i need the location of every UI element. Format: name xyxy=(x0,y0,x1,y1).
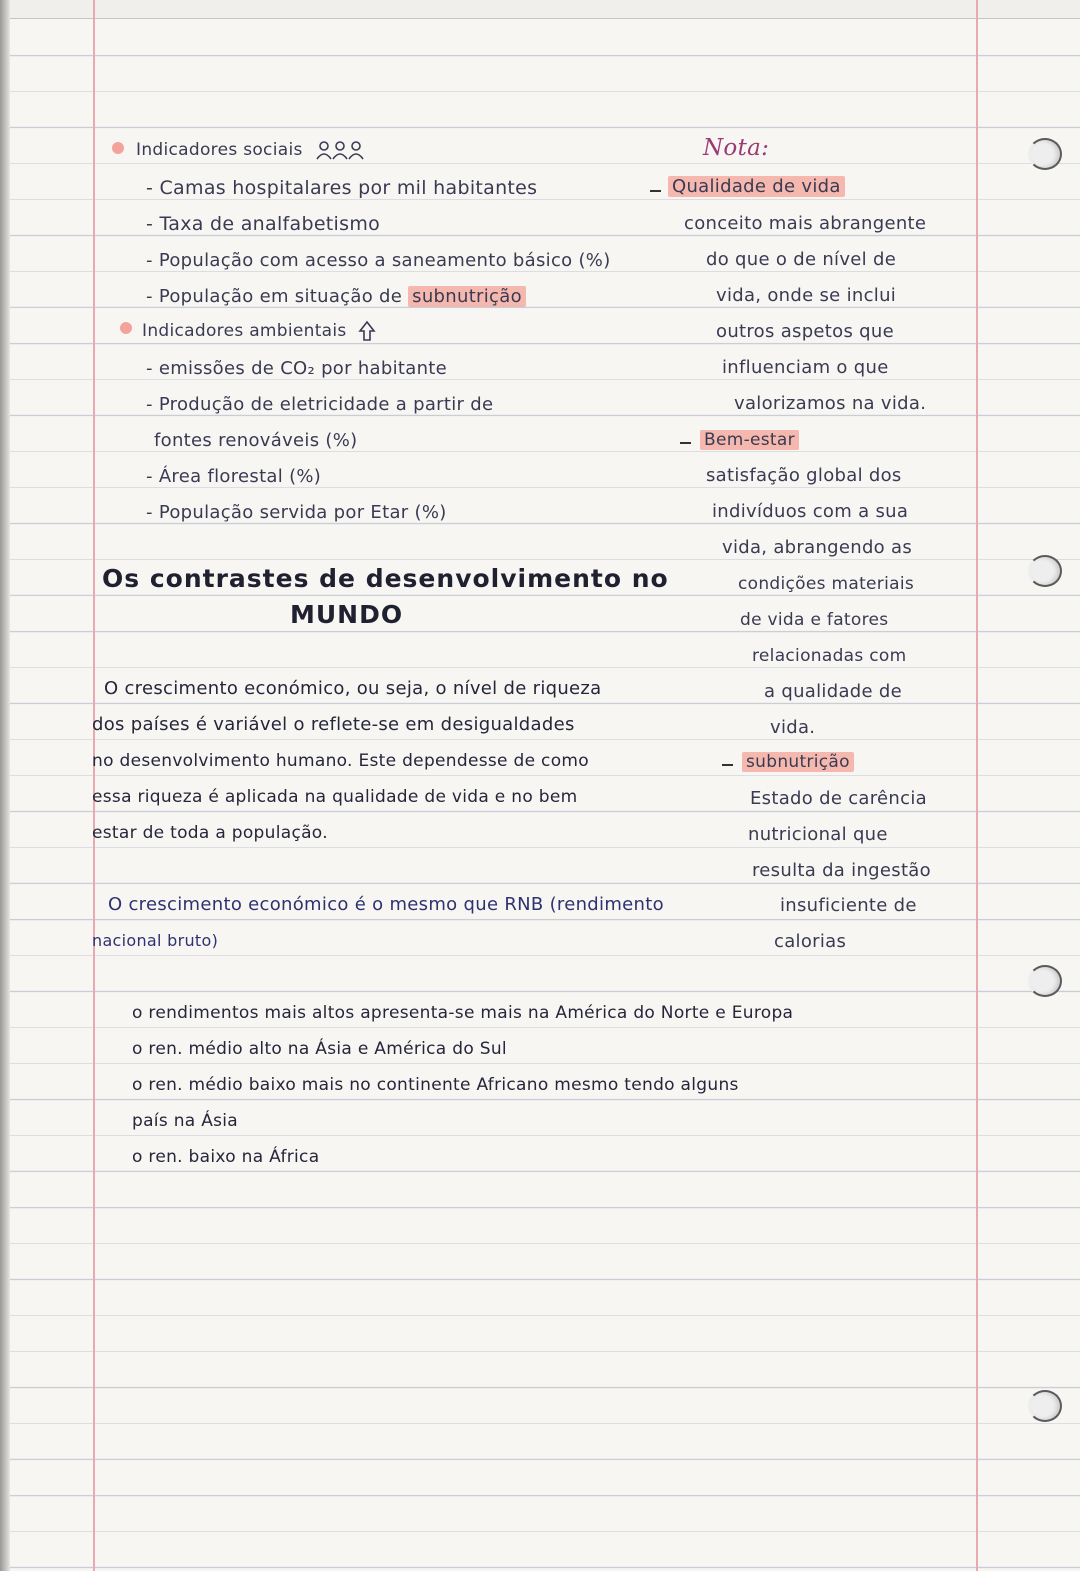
ambientais-item: - População servida por Etar (%) xyxy=(146,502,447,523)
section-title-line2: MUNDO xyxy=(290,600,404,629)
bemestar-def-line: satisfação global dos xyxy=(706,465,902,486)
binder-ring-hole-3 xyxy=(1028,965,1062,997)
people-doodle-icon xyxy=(314,139,366,161)
bemestar-term: Bem-estar xyxy=(700,428,799,452)
subnutricao-def-line: insuficiente de xyxy=(780,895,917,916)
dash-mark xyxy=(680,442,691,444)
sociais-item: - Taxa de analfabetismo xyxy=(146,213,381,235)
paragraph-line: no desenvolvimento humano. Este dependesse de como xyxy=(92,751,589,771)
ambientais-item: - emissões de CO₂ por habitante xyxy=(146,358,448,379)
bemestar-def-line: vida. xyxy=(770,717,816,738)
bullet-dot xyxy=(120,322,132,334)
section-title-line1: Os contrastes de desenvolvimento no xyxy=(102,564,669,593)
binder-ring-hole-2 xyxy=(1028,555,1062,587)
subnutricao-term: subnutrição xyxy=(742,750,854,774)
sociais-item: - População com acesso a saneamento básico (%) xyxy=(146,250,611,271)
bemestar-def-line: indivíduos com a sua xyxy=(712,501,909,522)
dash-mark xyxy=(722,764,733,766)
paragraph-line: O crescimento económico, ou seja, o nível de riqueza xyxy=(104,678,602,699)
bemestar-def-line: de vida e fatores xyxy=(740,610,889,630)
bullet-dot xyxy=(112,142,124,154)
recycle-doodle-icon xyxy=(358,320,376,342)
right-margin-line xyxy=(976,0,978,1571)
income-line: o ren. médio baixo mais no continente Africano mesmo tendo alguns xyxy=(132,1075,739,1095)
paragraph-line: O crescimento económico é o mesmo que RNB (rendimento xyxy=(108,894,664,915)
page-left-shadow xyxy=(0,0,10,1571)
ambientais-item: fontes renováveis (%) xyxy=(154,430,358,451)
paragraph-line: essa riqueza é aplicada na qualidade de vida e no bem xyxy=(92,787,578,807)
sociais-heading: Indicadores sociais xyxy=(136,138,366,162)
income-line: o ren. médio alto na Ásia e América do Sul xyxy=(132,1039,507,1059)
binder-ring-hole-1 xyxy=(1028,138,1062,170)
paragraph-line: nacional bruto) xyxy=(92,931,219,950)
bemestar-def-line: relacionadas com xyxy=(752,646,907,666)
qualidade-term: Qualidade de vida xyxy=(668,175,845,199)
subnutricao-def-line: nutricional que xyxy=(748,824,888,845)
ambientais-item: - Área florestal (%) xyxy=(146,466,322,487)
subnutricao-def-line: Estado de carência xyxy=(750,788,927,809)
binder-ring-hole-4 xyxy=(1028,1390,1062,1422)
paragraph-line: estar de toda a população. xyxy=(92,823,328,843)
subnutricao-def-line: resulta da ingestão xyxy=(752,860,931,881)
page-top-edge xyxy=(0,0,1080,19)
bemestar-def-line: vida, abrangendo as xyxy=(722,537,913,558)
dash-mark xyxy=(650,190,661,192)
sociais-item xyxy=(146,285,526,309)
paragraph-line: dos países é variável o reflete-se em desigualdades xyxy=(92,714,575,735)
sociais-item-text: - População em situação de xyxy=(146,286,403,307)
nota-title: Nota: xyxy=(703,135,770,161)
subnutricao-def-line: calorias xyxy=(774,931,847,952)
ambientais-heading: Indicadores ambientais xyxy=(142,319,376,343)
qualidade-def-line: valorizamos na vida. xyxy=(734,393,927,414)
qualidade-def-line: do que o de nível de xyxy=(706,249,897,270)
qualidade-def-line: influenciam o que xyxy=(722,357,889,378)
income-line: o ren. baixo na África xyxy=(132,1147,320,1167)
income-line: o rendimentos mais altos apresenta-se mais na América do Norte e Europa xyxy=(132,1003,794,1023)
income-line: país na Ásia xyxy=(132,1111,239,1131)
bemestar-def-line: condições materiais xyxy=(738,574,915,594)
bemestar-def-line: a qualidade de xyxy=(764,681,902,702)
subnutricao-highlight: subnutrição xyxy=(408,286,526,307)
ambientais-item: - Produção de eletricidade a partir de xyxy=(146,394,494,415)
qualidade-def-line: outros aspetos que xyxy=(716,321,894,342)
qualidade-def-line: conceito mais abrangente xyxy=(684,213,927,234)
sociais-item: - Camas hospitalares por mil habitantes xyxy=(146,177,538,199)
qualidade-def-line: vida, onde se inclui xyxy=(716,285,897,306)
